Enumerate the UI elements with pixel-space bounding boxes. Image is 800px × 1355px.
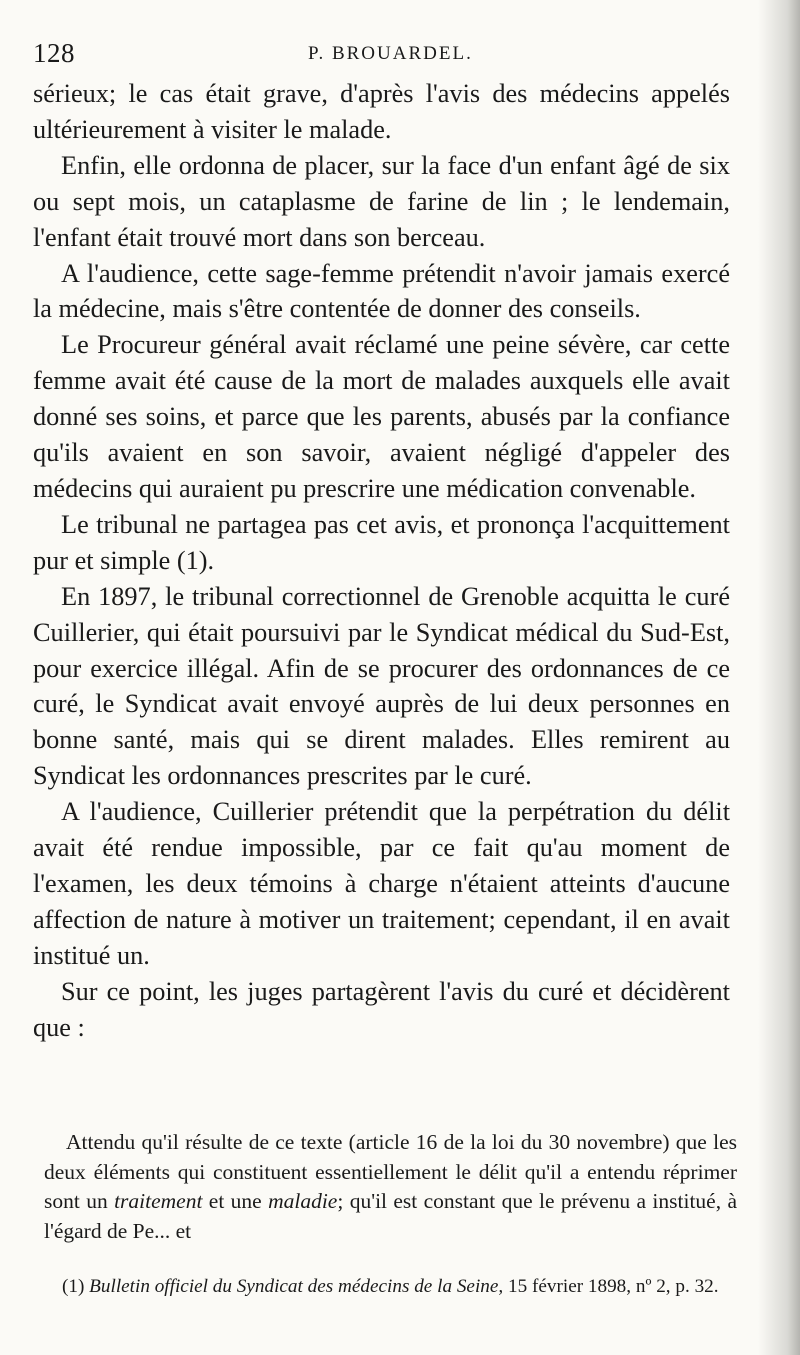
body-text xyxy=(33,76,730,1045)
paragraph: Sur ce point, les juges partagèrent l'avis du curé et décidèrent que : xyxy=(33,976,730,1042)
paragraph: A l'audience, Cuillerier prétendit que la perpétration du délit avait été rendue impossible, par ce fait qu'au moment de l'examen, les deux témoins à charge n'étaient atteints d'aucune affection de nature à motiver un traitement; cependant, il en avait institué un. xyxy=(33,797,730,970)
running-head: P. BROUARDEL. xyxy=(308,43,473,64)
quote-text-3: ; qu'il est constant que le prévenu a institué, à l'égard de Pe... et xyxy=(44,1189,737,1243)
quote-italic-1: traitement xyxy=(114,1189,203,1213)
paragraph: A l'audience, cette sage-femme prétendit n'avoir jamais exercé la médecine, mais s'être contentée de donner des conseils. xyxy=(33,258,730,324)
quote-paragraph xyxy=(44,1128,737,1246)
quote-text-2: et une xyxy=(202,1189,269,1213)
footnote xyxy=(46,1273,740,1302)
quote-text-1: Attendu qu'il résulte de ce texte (article 16 de la loi du 30 novembre) que les deux éléments qui constituent essentiellement le délit qu'il a entendu réprimer sont un xyxy=(44,1130,737,1213)
page-number: 128 xyxy=(33,38,75,68)
paragraph: En 1897, le tribunal correctionnel de Grenoble acquitta le curé Cuillerier, qui était poursuivi par le Syndicat médical du Sud-Est, pour exercice illégal. Afin de se procurer des ordonnances de ce curé, le Syndicat avait envoyé auprès de lui deux personnes en bonne santé, mais qui se dirent malades. Elles remirent au Syndicat les ordonnances prescrites par le curé. xyxy=(33,581,730,791)
paragraph: Le Procureur général avait réclamé une peine sévère, car cette femme avait été cause de la mort de malades auxquels elle avait donné ses soins, et parce que les parents, abusés par la confiance qu'ils avaient en son savoir, avaient négligé d'appeler des médecins qui auraient pu prescrire une médication convenable. xyxy=(33,330,730,503)
paragraph: sérieux; le cas était grave, d'après l'avis des médecins appelés ultérieurement à visiter le malade. xyxy=(33,79,730,144)
quoted-judgment xyxy=(44,1128,737,1246)
footnote-paragraph xyxy=(46,1273,740,1302)
quote-italic-2: maladie xyxy=(268,1189,338,1213)
footnote-source: Bulletin officiel du Syndicat des médecins de la Seine, xyxy=(89,1276,504,1297)
footnote-marker: (1) xyxy=(62,1276,90,1297)
paragraph: Le tribunal ne partagea pas cet avis, et prononça l'acquittement pur et simple (1). xyxy=(33,509,730,575)
paragraph: Enfin, elle ordonna de placer, sur la face d'un enfant âgé de six ou sept mois, un cataplasme de farine de lin ; le lendemain, l'enfant était trouvé mort dans son berceau. xyxy=(33,150,730,252)
footnote-details: 15 février 1898, nº 2, p. 32. xyxy=(503,1276,719,1297)
page-header xyxy=(33,38,763,72)
scan-edge-shadow xyxy=(758,0,800,1355)
